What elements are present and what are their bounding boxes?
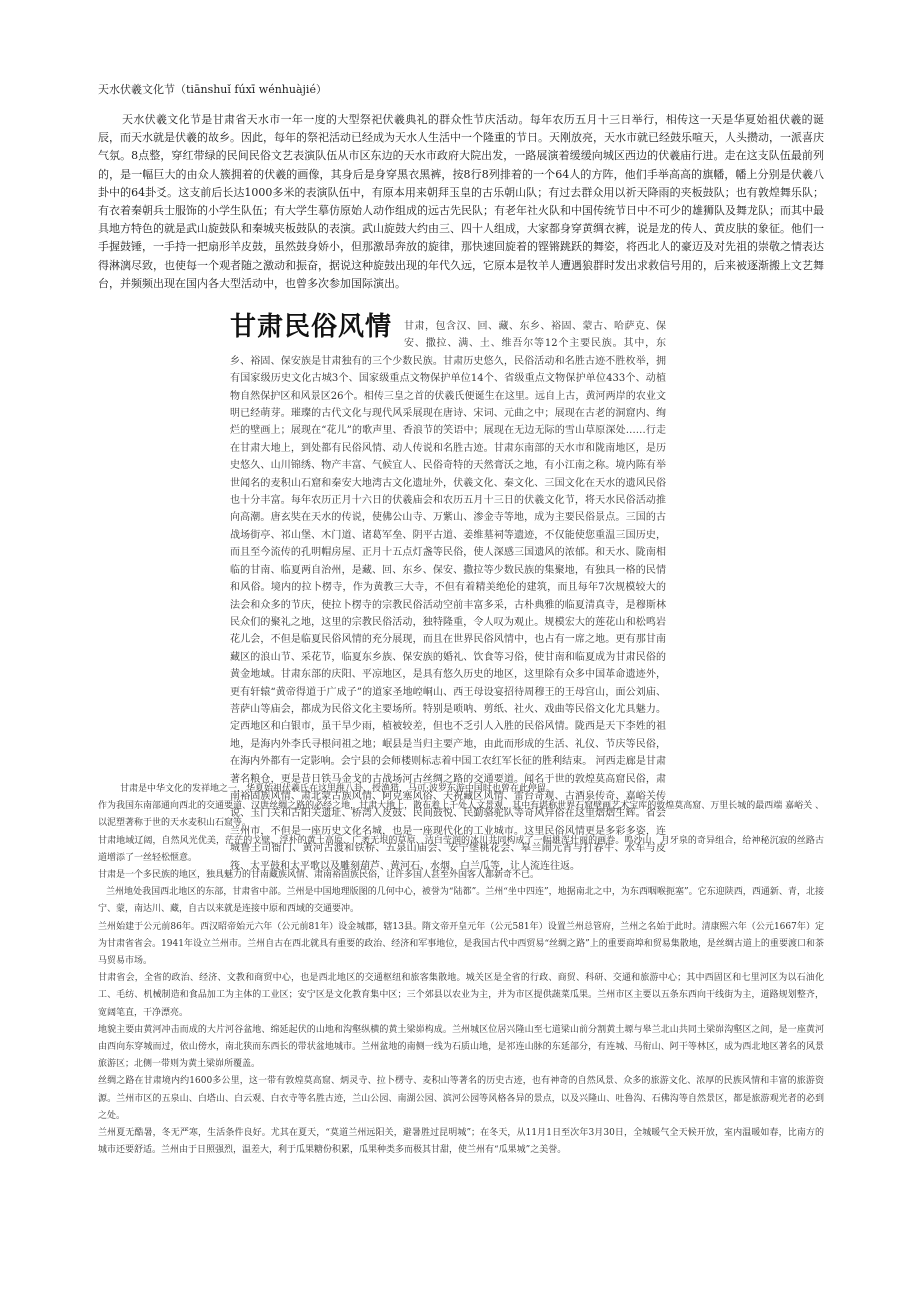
page-title: 天水伏羲文化节（tiānshuǐ fúxī wénhuàjié） (98, 83, 327, 96)
note-paragraph: 甘肃是一个多民族的地区，独具魅力的甘南藏族风情、肃南裕固族民俗，让许多国人甚至外国客人都新奇不已。 (98, 870, 540, 881)
note-paragraph: 兰州地处我国西北地区的东部，甘肃省中部。兰州是中国地理版图的几何中心，被誉为“陆都”。兰州“坐中四连”，地据南北之中，为东西咽喉扼塞”。它东迎陕西，西通新、青，北接宁、蒙，南达川、藏，自古以来就是连接中原和西域的交通要冲。 (98, 887, 824, 915)
note-paragraph: 甘肃地域辽阔，自然风光优美，茫茫的戈壁、浮朴的黄土高原、广袤无垠的草原、洁白莹润的冰川共同构成了一幅雄浑壮丽的画卷。鸣沙山、月牙泉的奇异组合，给神秘沉寂的丝路古道增添了一丝轻松惬意。 (98, 835, 824, 863)
intro-paragraph: 天水伏羲文化节是甘肃省天水市一年一度的大型祭祀伏羲典礼的群众性节庆活动。每年农历五月十三日举行，相传这一天是华夏始祖伏羲的诞辰，而天水就是伏羲的故乡。因此，每年的祭祀活动已经成为天水人生活中一个隆重的节日。天刚放亮，天水市就已经鼓乐喧天，人头攒动，一派喜庆气氛。8点整，穿红带绿的民间民俗文艺表演队伍从市区东边的天水市政府大院出发，一路展演着缓缓向城区西边的伏羲庙行进。走在这支队伍最前列的，是一幅巨大的由众人簇拥着的伏羲的画像，其身后是身穿黑衣黑裤，按8行8列排着的一个64人的方阵，他们手举高高的旗幡，幡上分别是伏羲八卦中的64卦爻。这支前后长达1000多米的表演队伍中，有原本用来朝拜玉皇的古乐朝山队；有过去群众用以祈天降雨的夹板鼓队；也有敦煌舞乐队；有衣着秦朝兵士服饰的小学生队伍；有大学生摹仿原始人动作组成的远古先民队；有老年社火队和中国传统节日中不可少的雄狮队及舞龙队；而其中最具地方特色的就是武山旋鼓队和秦城夹板鼓队的表演。武山旋鼓大约由三、四十人组成，大家都身穿黄绸衣裤，说是龙的传人、黄皮肤的象征。他们一手握鼓锤，一手持一把扇形羊皮鼓，虽然鼓身娇小，但那激昂奔放的旋律，那快速回旋着的铿锵跳跃的舞姿，将西北人的豪迈及对先祖的崇敬之情表达得淋漓尽致，也使每一个观者随之激动和振奋，据说这种旋鼓出现的年代久远，它原本是牧羊人遭遇狼群时发出求救信号用的，后来被逐渐搬上文艺舞台，并频频出现在国内各大型活动中，也曾多次参加国际演出。 (98, 113, 824, 290)
note-paragraph: 兰州夏无酷暑，冬无严寒，生活条件良好。尤其在夏天，“莫道兰州远阳关，避暑胜过昆明城”；在冬天，从11月1日至次年3月30日，全城暖气全天候开放，室内温暖如春，比南方的城市还要舒适。兰州由于日照强烈，温差大，利于瓜果糖份积累，瓜果种类多而极其甘甜，使兰州有“瓜果城”之美誉。 (98, 1128, 824, 1156)
notes-section (98, 781, 824, 1159)
feature-heading: 甘肃民俗风情 (230, 312, 393, 342)
note-paragraph: 作为我国东南部通向西北的交通要道、汉唐丝绸之路的必经之地，甘肃大地上，散布着上千处人文景观，其中有堪称世界石窟壁画艺术宝库的敦煌莫高窟、万里长城的最西端 嘉峪关 、以泥塑著称于世的天水麦积山石窟等。 (98, 801, 824, 829)
note-paragraph: 丝绸之路在甘肃境内约1600多公里，这一带有敦煌莫高窟、炳灵寺、拉卜楞寺、麦积山等著名的历史古迹，也有神奇的自然风景、众多的旅游文化、浓厚的民族风情和丰富的旅游资源。兰州市区的五泉山、白塔山、白云观、白衣寺等名胜古迹，兰山公园、南湖公园、滨河公园等风格各异的景点，以及兴隆山、吐鲁沟、石佛沟等自然景区，都是旅游观光者的必到之处。 (98, 1076, 824, 1121)
note-paragraph: 兰州始建于公元前86年。西汉昭帝始元六年（公元前81年）设金城郡，辖13县。隋文帝开皇元年（公元581年）设置兰州总管府，兰州之名始于此时。清康熙六年（公元1667年）定为甘肃省省会。1941年设立兰州市。兰州自古在西北就具有重要的政治、经济和军事地位，是我国古代中西贸易“丝绸之路”上的重要商埠和贸易集散地，是丝绸古道上的重要渡口和茶马贸易市场。 (98, 921, 824, 967)
note-paragraph: 地貌主要由黄河冲击而成的大片河谷盆地、绵延起伏的山地和沟壑纵横的黄土梁峁构成。兰州城区位居兴隆山至七道梁山前分割黄土塬与皋兰北山共同土梁峁沟壑区之间，是一座黄河由西向东穿城而过，依山傍水，南北狭而东西长的带状盆地城市。兰州盆地的南侧一线为石质山地，是祁连山脉的东延部分，有连城、马衔山、阿干等林区，成为西北地区著名的风景旅游区；北侧一带则为黄土梁峁所覆盖。 (98, 1024, 824, 1070)
note-paragraph: 甘肃省会，全省的政治、经济、文教和商贸中心，也是西北地区的交通枢纽和旅客集散地。城关区是全省的行政、商贸、科研、交通和旅游中心；其中西固区和七里河区为以石油化工、毛纺、机械制造和食品加工为主体的工业区；安宁区是文化教育集中区；三个郊县以农业为主，并为市区提供蔬菜瓜果。兰州市区主要以五条东西向干线街为主，道路规划整齐，宽阔笔直，干净漂亮。 (98, 973, 824, 1018)
feature-body: 甘肃，包含汉、回、藏、东乡、裕固、蒙古、哈萨克、保安、撒拉、满、土、维吾尔等12个主要民族。其中，东乡、裕固、保安族是甘肃独有的三个少数民族。甘肃历史悠久，民俗活动和名胜古迹不胜枚举，拥有国家级历史文化古城3个、国家级重点文物保护单位14个、省级重点文物保护单位433个、动植物自然保护区和风景区26个。相传三皇之首的伏羲氏便诞生在这里。远自上古，黄河两岸的农业文明已经萌芽。璀璨的古代文化与现代风采展现在唐诗、宋词、元曲之中；展现在古老的洞窟内、绚烂的壁画上；展现在“花儿”的歌声里、香浪节的笑语中；展现在无边无际的雪山草原深处……行走在甘肃大地上，到处都有民俗风情、动人传说和名胜古迹。甘肃东南部的天水市和陇南地区，是历史悠久、山川锦绣、物产丰富、气候宜人、民俗奇特的天然膏沃之地，有小江南之称。境内陈有举世闻名的麦积山石窟和秦安大地湾古文化遗址外，伏羲文化、秦文化、三国文化在天水的遗风民俗也十分丰富。每年农历正月十六日的伏羲庙会和农历五月十三日的伏羲文化节，将天水民俗活动推向高潮。唐玄奘在天水的传说，使佛公山寺、万紫山、渗金寺等地，成为主要民俗景点。三国的古战场街亭、祁山堡、木门道、诸葛军垒、阴平古道、姜维墓祠等遗迹，不仅能使您重温三国历史，而且至今流传的孔明帽房屋、正月十五点灯盏等民俗，使人深感三国遗风的浓郁。和天水、陇南相临的甘南、临夏两自治州，是藏、回、东乡、保安、撒拉等少数民族的集聚地，有独具一格的民情和风俗。境内的拉卜楞寺，作为黄教三大寺，不但有着精美绝伦的建筑，而且每年7次规模较大的法会和众多的节庆，使拉卜楞寺的宗教民俗活动空前丰富多采，古朴典雅的临夏清真寺，是穆斯林民众们的聚礼之地，这里的宗教民俗活动，独特隆重，令人叹为观止。规模宏大的莲花山和松鸣岩花儿会，不但是临夏民俗风情的充分展现，而且在世界民俗风情中，也占有一席之地。更有那甘南藏区的浪山节、采花节，临夏东乡族、保安族的婚礼、饮食等习俗，使甘南和临夏成为甘肃民俗的黄金地域。甘肃东部的庆阳、平凉地区，是具有悠久历史的地区，这里除有众多中国革命遗迹外，更有轩辕“黄帝得道于广成子”的道家圣地崆峒山、西王母设宴招待周穆王的王母宫山，面公刘庙、菩萨山等庙会，都成为民俗文化主要场所。特别是唢呐、剪纸、社火、戏曲等民俗文化尤具魅力。定西地区和白银市，虽干旱少雨，植被较差，但也不乏引人入胜的民俗风情。陇西是天下李姓的祖地，是海内外李氏寻根问祖之地；岷县是当归主要产地，由此而形成的生活、礼仪、节庆等民俗，在海内外都有一定影响。会宁县的会师楼则标志着中国工农红军长征的胜利结束。 河西走廊是甘肃著名粮仓，更是昔日铁马金戈的古战场河古丝绸之路的交通要道。闻名于世的敦煌莫高窟民俗，肃南裕固族风情、肃北蒙古族风情、阿克塞风俗、天祝藏区风情、雷台奇观、古酒泉传奇、嘉峪关传说、玉门关和古阳关遗址、桥湾人皮鼓、民间鼓悦、民勤骆驼队等奇风异俗在这里熠熠生辉。省会兰州市，不但是一座历史文化名城，也是一座现代化的工业城市。这里民俗风情更是多彩多姿，连城鲁土司衙门、黄河古渡和铁桥、五泉山庙会、安宁堡桃花会、皋兰闹元宵与打春牛、水车与皮筏、太平鼓和太平歌以及雕刻葫芦、黄河石、水烟、白兰瓜等，让人流连往返。 (230, 321, 666, 872)
note-paragraph: 甘肃是中华文化的发祥地之一，华夏始祖伏羲氏在这里推八卦、授渔猎，马可·波罗东游中国时也曾在此停留。 (120, 784, 555, 794)
